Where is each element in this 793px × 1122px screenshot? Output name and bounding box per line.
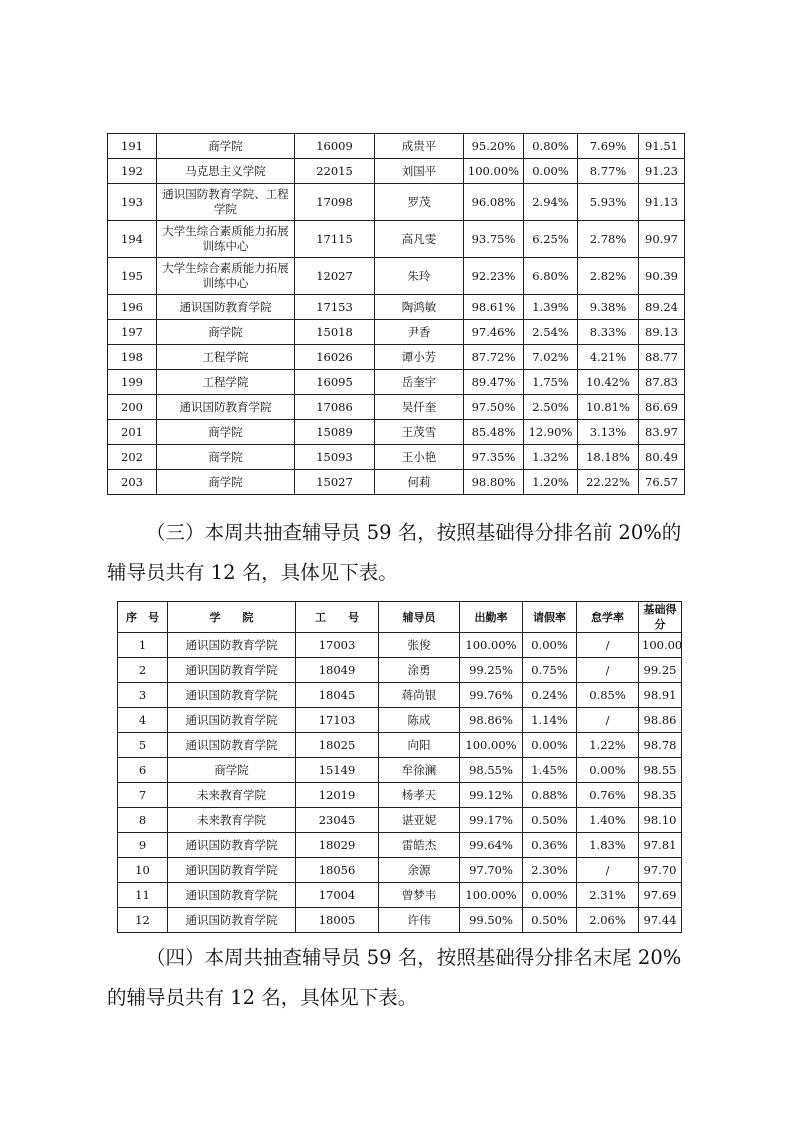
cell-attendance: 99.25% bbox=[460, 658, 523, 683]
cell-score: 97.81 bbox=[639, 833, 682, 858]
cell-attendance: 100.00% bbox=[460, 883, 523, 908]
cell-rank: 203 bbox=[108, 470, 157, 495]
cell-staff-id: 18049 bbox=[296, 658, 379, 683]
table-row bbox=[118, 733, 682, 758]
cell-score: 100.00 bbox=[639, 633, 682, 658]
section-three-line2: 辅导员共有 12 名，具体见下表。 bbox=[107, 561, 398, 584]
cell-leave: 0.88% bbox=[523, 783, 577, 808]
cell-score: 97.69 bbox=[639, 883, 682, 908]
cell-score: 83.97 bbox=[639, 420, 685, 445]
table-row bbox=[108, 420, 685, 445]
cell-staff-id: 17103 bbox=[296, 708, 379, 733]
cell-score: 91.51 bbox=[639, 134, 685, 159]
cell-attendance: 99.76% bbox=[460, 683, 523, 708]
cell-college: 通识国防教育学院 bbox=[168, 708, 296, 733]
cell-score: 89.24 bbox=[639, 295, 685, 320]
cell-college: 未来教育学院 bbox=[168, 808, 296, 833]
cell-rank: 3 bbox=[118, 683, 168, 708]
bottom-ranking-table-continued bbox=[107, 133, 685, 495]
cell-rank: 12 bbox=[118, 908, 168, 933]
cell-rank: 200 bbox=[108, 395, 157, 420]
cell-score: 99.25 bbox=[639, 658, 682, 683]
cell-staff-id: 16026 bbox=[295, 345, 375, 370]
cell-rank: 197 bbox=[108, 320, 157, 345]
cell-college: 大学生综合素质能力拓展训练中心 bbox=[157, 221, 295, 258]
cell-counselor: 罗茂 bbox=[375, 184, 464, 221]
cell-lazy: 2.06% bbox=[577, 908, 639, 933]
cell-counselor: 王小艳 bbox=[375, 445, 464, 470]
cell-rank: 196 bbox=[108, 295, 157, 320]
table-row bbox=[118, 808, 682, 833]
table-row bbox=[118, 633, 682, 658]
cell-attendance: 98.61% bbox=[464, 295, 524, 320]
cell-staff-id: 17098 bbox=[295, 184, 375, 221]
cell-attendance: 98.55% bbox=[460, 758, 523, 783]
cell-leave: 12.90% bbox=[524, 420, 578, 445]
section-three-line1: （三）本周共抽查辅导员 59 名，按照基础得分排名前 20%的 bbox=[146, 521, 682, 544]
cell-staff-id: 18045 bbox=[296, 683, 379, 708]
cell-college: 通识国防教育学院 bbox=[168, 883, 296, 908]
cell-rank: 193 bbox=[108, 184, 157, 221]
table-row bbox=[108, 470, 685, 495]
table-row bbox=[118, 858, 682, 883]
table-row bbox=[118, 783, 682, 808]
cell-leave: 0.00% bbox=[523, 733, 577, 758]
header-counselor: 辅导员 bbox=[379, 602, 460, 633]
cell-counselor: 余源 bbox=[379, 858, 460, 883]
table-row bbox=[108, 258, 685, 295]
cell-lazy: 7.69% bbox=[578, 134, 639, 159]
cell-rank: 202 bbox=[108, 445, 157, 470]
cell-attendance: 87.72% bbox=[464, 345, 524, 370]
table-row bbox=[108, 184, 685, 221]
cell-college: 通识国防教育学院 bbox=[168, 633, 296, 658]
cell-attendance: 93.75% bbox=[464, 221, 524, 258]
cell-staff-id: 22015 bbox=[295, 159, 375, 184]
cell-attendance: 100.00% bbox=[460, 633, 523, 658]
cell-staff-id: 16095 bbox=[295, 370, 375, 395]
cell-score: 80.49 bbox=[639, 445, 685, 470]
table-header-row bbox=[118, 602, 682, 633]
cell-staff-id: 18056 bbox=[296, 858, 379, 883]
table-row bbox=[108, 221, 685, 258]
cell-counselor: 高凡雯 bbox=[375, 221, 464, 258]
cell-leave: 0.80% bbox=[524, 134, 578, 159]
cell-rank: 198 bbox=[108, 345, 157, 370]
cell-leave: 6.25% bbox=[524, 221, 578, 258]
cell-lazy: / bbox=[577, 708, 639, 733]
cell-leave: 1.75% bbox=[524, 370, 578, 395]
cell-leave: 0.00% bbox=[523, 883, 577, 908]
cell-college: 通识国防教育学院 bbox=[168, 858, 296, 883]
cell-college: 通识国防教育学院 bbox=[157, 395, 295, 420]
cell-leave: 1.32% bbox=[524, 445, 578, 470]
bottom-ranking-table-body bbox=[108, 134, 685, 495]
cell-staff-id: 15018 bbox=[295, 320, 375, 345]
cell-attendance: 97.35% bbox=[464, 445, 524, 470]
cell-college: 商学院 bbox=[157, 134, 295, 159]
cell-rank: 10 bbox=[118, 858, 168, 883]
cell-attendance: 100.00% bbox=[464, 159, 524, 184]
cell-staff-id: 17086 bbox=[295, 395, 375, 420]
cell-college: 通识国防教育学院、工程学院 bbox=[157, 184, 295, 221]
cell-lazy: 10.81% bbox=[578, 395, 639, 420]
cell-counselor: 涂勇 bbox=[379, 658, 460, 683]
table-row bbox=[108, 370, 685, 395]
cell-counselor: 陈成 bbox=[379, 708, 460, 733]
cell-college: 大学生综合素质能力拓展训练中心 bbox=[157, 258, 295, 295]
cell-attendance: 99.50% bbox=[460, 908, 523, 933]
cell-counselor: 刘国平 bbox=[375, 159, 464, 184]
cell-leave: 6.80% bbox=[524, 258, 578, 295]
cell-college: 商学院 bbox=[157, 420, 295, 445]
cell-attendance: 99.17% bbox=[460, 808, 523, 833]
table-row bbox=[108, 295, 685, 320]
cell-leave: 0.00% bbox=[523, 633, 577, 658]
table-row bbox=[118, 758, 682, 783]
cell-lazy: 18.18% bbox=[578, 445, 639, 470]
cell-attendance: 97.50% bbox=[464, 395, 524, 420]
cell-staff-id: 15089 bbox=[295, 420, 375, 445]
cell-lazy: 1.83% bbox=[577, 833, 639, 858]
cell-rank: 4 bbox=[118, 708, 168, 733]
cell-staff-id: 17003 bbox=[296, 633, 379, 658]
cell-leave: 2.50% bbox=[524, 395, 578, 420]
cell-college: 商学院 bbox=[157, 445, 295, 470]
cell-leave: 0.36% bbox=[523, 833, 577, 858]
cell-leave: 1.14% bbox=[523, 708, 577, 733]
cell-rank: 191 bbox=[108, 134, 157, 159]
cell-score: 98.91 bbox=[639, 683, 682, 708]
cell-score: 91.13 bbox=[639, 184, 685, 221]
header-college: 学 院 bbox=[168, 602, 296, 633]
cell-attendance: 97.46% bbox=[464, 320, 524, 345]
cell-counselor: 向阳 bbox=[379, 733, 460, 758]
cell-score: 98.35 bbox=[639, 783, 682, 808]
cell-attendance: 97.70% bbox=[460, 858, 523, 883]
cell-leave: 1.20% bbox=[524, 470, 578, 495]
cell-college: 通识国防教育学院 bbox=[157, 295, 295, 320]
header-rank: 序 号 bbox=[118, 602, 168, 633]
section-four-line1: （四）本周共抽查辅导员 59 名，按照基础得分排名末尾 20% bbox=[146, 946, 682, 969]
cell-counselor: 牟徐澜 bbox=[379, 758, 460, 783]
cell-score: 91.23 bbox=[639, 159, 685, 184]
cell-counselor: 朱玲 bbox=[375, 258, 464, 295]
cell-rank: 194 bbox=[108, 221, 157, 258]
cell-counselor: 杨孝天 bbox=[379, 783, 460, 808]
cell-attendance: 98.86% bbox=[460, 708, 523, 733]
cell-rank: 201 bbox=[108, 420, 157, 445]
cell-score: 76.57 bbox=[639, 470, 685, 495]
cell-rank: 195 bbox=[108, 258, 157, 295]
cell-score: 86.69 bbox=[639, 395, 685, 420]
cell-lazy: 22.22% bbox=[578, 470, 639, 495]
cell-lazy: / bbox=[577, 858, 639, 883]
cell-staff-id: 17004 bbox=[296, 883, 379, 908]
cell-lazy: 0.76% bbox=[577, 783, 639, 808]
cell-college: 通识国防教育学院 bbox=[168, 658, 296, 683]
cell-college: 商学院 bbox=[168, 758, 296, 783]
cell-lazy: 2.82% bbox=[578, 258, 639, 295]
cell-counselor: 许伟 bbox=[379, 908, 460, 933]
cell-staff-id: 12019 bbox=[296, 783, 379, 808]
cell-leave: 2.94% bbox=[524, 184, 578, 221]
cell-lazy: 4.21% bbox=[578, 345, 639, 370]
cell-attendance: 99.64% bbox=[460, 833, 523, 858]
cell-counselor: 曾梦韦 bbox=[379, 883, 460, 908]
cell-lazy: / bbox=[577, 658, 639, 683]
cell-college: 马克思主义学院 bbox=[157, 159, 295, 184]
cell-score: 89.13 bbox=[639, 320, 685, 345]
cell-counselor: 何莉 bbox=[375, 470, 464, 495]
section-four-paragraph bbox=[107, 938, 693, 1018]
cell-counselor: 张俊 bbox=[379, 633, 460, 658]
cell-lazy: 8.77% bbox=[578, 159, 639, 184]
cell-lazy: 1.40% bbox=[577, 808, 639, 833]
cell-counselor: 陶鸿敏 bbox=[375, 295, 464, 320]
table-row bbox=[118, 683, 682, 708]
cell-lazy: 5.93% bbox=[578, 184, 639, 221]
cell-leave: 1.45% bbox=[523, 758, 577, 783]
cell-counselor: 岳奎宇 bbox=[375, 370, 464, 395]
cell-staff-id: 15027 bbox=[295, 470, 375, 495]
cell-attendance: 92.23% bbox=[464, 258, 524, 295]
cell-college: 工程学院 bbox=[157, 370, 295, 395]
cell-counselor: 吴仟奎 bbox=[375, 395, 464, 420]
table-row bbox=[108, 134, 685, 159]
cell-staff-id: 17153 bbox=[295, 295, 375, 320]
top-ranking-table bbox=[117, 601, 682, 933]
cell-score: 90.97 bbox=[639, 221, 685, 258]
cell-leave: 0.00% bbox=[524, 159, 578, 184]
cell-lazy: 2.31% bbox=[577, 883, 639, 908]
cell-leave: 0.75% bbox=[523, 658, 577, 683]
cell-score: 90.39 bbox=[639, 258, 685, 295]
cell-lazy: 1.22% bbox=[577, 733, 639, 758]
cell-counselor: 谌亚妮 bbox=[379, 808, 460, 833]
cell-college: 通识国防教育学院 bbox=[168, 733, 296, 758]
cell-score: 97.70 bbox=[639, 858, 682, 883]
cell-counselor: 王茂雪 bbox=[375, 420, 464, 445]
cell-college: 商学院 bbox=[157, 320, 295, 345]
cell-staff-id: 17115 bbox=[295, 221, 375, 258]
cell-attendance: 95.20% bbox=[464, 134, 524, 159]
cell-score: 98.86 bbox=[639, 708, 682, 733]
cell-attendance: 89.47% bbox=[464, 370, 524, 395]
header-score: 基础得分 bbox=[639, 602, 682, 633]
table-row bbox=[118, 833, 682, 858]
cell-lazy: 2.78% bbox=[578, 221, 639, 258]
cell-staff-id: 15149 bbox=[296, 758, 379, 783]
table-row bbox=[118, 908, 682, 933]
cell-college: 未来教育学院 bbox=[168, 783, 296, 808]
cell-attendance: 85.48% bbox=[464, 420, 524, 445]
section-four-line2: 的辅导员共有 12 名，具体见下表。 bbox=[107, 986, 418, 1009]
cell-rank: 11 bbox=[118, 883, 168, 908]
cell-rank: 2 bbox=[118, 658, 168, 683]
table-row bbox=[108, 345, 685, 370]
cell-lazy: 0.00% bbox=[577, 758, 639, 783]
cell-attendance: 99.12% bbox=[460, 783, 523, 808]
cell-rank: 8 bbox=[118, 808, 168, 833]
table-row bbox=[118, 883, 682, 908]
cell-staff-id: 18025 bbox=[296, 733, 379, 758]
table-row bbox=[118, 708, 682, 733]
cell-score: 98.78 bbox=[639, 733, 682, 758]
cell-college: 通识国防教育学院 bbox=[168, 683, 296, 708]
cell-attendance: 100.00% bbox=[460, 733, 523, 758]
cell-rank: 6 bbox=[118, 758, 168, 783]
cell-counselor: 蒋尚银 bbox=[379, 683, 460, 708]
cell-attendance: 96.08% bbox=[464, 184, 524, 221]
table-row bbox=[108, 320, 685, 345]
cell-staff-id: 15093 bbox=[295, 445, 375, 470]
cell-staff-id: 23045 bbox=[296, 808, 379, 833]
cell-college: 商学院 bbox=[157, 470, 295, 495]
table-row bbox=[118, 658, 682, 683]
cell-staff-id: 18005 bbox=[296, 908, 379, 933]
cell-score: 97.44 bbox=[639, 908, 682, 933]
cell-leave: 1.39% bbox=[524, 295, 578, 320]
cell-lazy: / bbox=[577, 633, 639, 658]
cell-leave: 0.50% bbox=[523, 908, 577, 933]
cell-lazy: 3.13% bbox=[578, 420, 639, 445]
cell-college: 通识国防教育学院 bbox=[168, 908, 296, 933]
cell-leave: 7.02% bbox=[524, 345, 578, 370]
cell-rank: 199 bbox=[108, 370, 157, 395]
cell-lazy: 0.85% bbox=[577, 683, 639, 708]
cell-rank: 1 bbox=[118, 633, 168, 658]
cell-score: 87.83 bbox=[639, 370, 685, 395]
table-row bbox=[108, 445, 685, 470]
cell-rank: 9 bbox=[118, 833, 168, 858]
cell-leave: 2.54% bbox=[524, 320, 578, 345]
top-ranking-table-body bbox=[118, 633, 682, 933]
cell-counselor: 尹香 bbox=[375, 320, 464, 345]
header-leave: 请假率 bbox=[523, 602, 577, 633]
cell-counselor: 谭小芳 bbox=[375, 345, 464, 370]
cell-college: 通识国防教育学院 bbox=[168, 833, 296, 858]
cell-score: 88.77 bbox=[639, 345, 685, 370]
cell-lazy: 8.33% bbox=[578, 320, 639, 345]
cell-counselor: 雷皓杰 bbox=[379, 833, 460, 858]
header-lazy: 怠学率 bbox=[577, 602, 639, 633]
cell-college: 工程学院 bbox=[157, 345, 295, 370]
cell-score: 98.10 bbox=[639, 808, 682, 833]
cell-score: 98.55 bbox=[639, 758, 682, 783]
cell-staff-id: 16009 bbox=[295, 134, 375, 159]
cell-attendance: 98.80% bbox=[464, 470, 524, 495]
cell-leave: 2.30% bbox=[523, 858, 577, 883]
cell-rank: 192 bbox=[108, 159, 157, 184]
table-row bbox=[108, 395, 685, 420]
cell-lazy: 10.42% bbox=[578, 370, 639, 395]
cell-lazy: 9.38% bbox=[578, 295, 639, 320]
section-three-paragraph bbox=[107, 513, 693, 593]
cell-leave: 0.24% bbox=[523, 683, 577, 708]
cell-counselor: 成贵平 bbox=[375, 134, 464, 159]
cell-rank: 5 bbox=[118, 733, 168, 758]
cell-staff-id: 18029 bbox=[296, 833, 379, 858]
header-staff-id: 工 号 bbox=[296, 602, 379, 633]
header-attendance: 出勤率 bbox=[460, 602, 523, 633]
table-row bbox=[108, 159, 685, 184]
cell-leave: 0.50% bbox=[523, 808, 577, 833]
cell-rank: 7 bbox=[118, 783, 168, 808]
cell-staff-id: 12027 bbox=[295, 258, 375, 295]
